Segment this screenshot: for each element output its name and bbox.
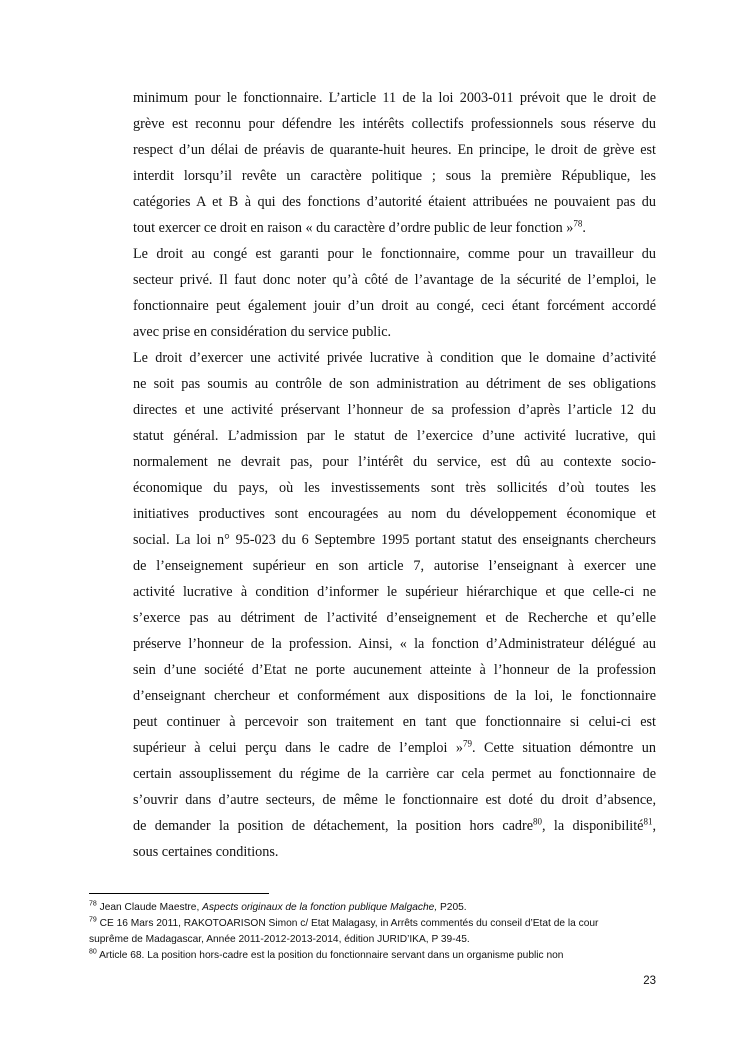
- footnote-text: Jean Claude Maestre,: [96, 902, 203, 913]
- text-span: de demander la position de détachement, la position hors cadre: [133, 818, 534, 834]
- footnote-text: Article 68. La position hors-cadre est la position du fonctionnaire servant dans un organisme public non: [96, 950, 564, 961]
- text-line: interdit lorsqu’il revête un caractère politique ; sous la première République, les: [133, 168, 656, 184]
- text-line: s’ouvrir dans d’autre secteurs, de même le fonctionnaire est doté du droit d’absence,: [133, 792, 656, 808]
- text-line: normalement ne devrait pas, pour l’intérêt du service, est dû au contexte socio-: [133, 454, 656, 470]
- text-line: s’exerce pas au détriment de l’activité d’enseignement et de Recherche et qu’elle: [133, 610, 656, 626]
- text-line: statut général. L’admission par le statut de l’exercice d’une activité lucrative, qui: [133, 428, 656, 444]
- footnote-number: 80: [89, 948, 97, 956]
- footnote-number: 78: [89, 900, 97, 908]
- footnote-ref-79[interactable]: 79: [462, 738, 472, 749]
- text-line: minimum pour le fonctionnaire. L’article 11 de la loi 2003-011 prévoit que le droit de: [133, 90, 656, 106]
- text-span: . Cette situation démontre un: [471, 740, 656, 756]
- text-line: certain assouplissement du régime de la carrière car cela permet au fonctionnaire de: [133, 766, 656, 782]
- footnotes: [89, 900, 689, 964]
- text-line: [133, 215, 656, 241]
- text-line: respect d’un délai de préavis de quarante-huit heures. En principe, le droit de grève est: [133, 142, 656, 158]
- footnote-title: Aspects originaux de la fonction publique Malgache,: [202, 902, 438, 913]
- text-line: [133, 813, 656, 839]
- footnote-80: [89, 948, 689, 964]
- text-line: grève est reconnu pour défendre les intérêts collectifs professionnels sous réserve du: [133, 116, 656, 132]
- text-line: Le droit au congé est garanti pour le fonctionnaire, comme pour un travailleur du: [133, 246, 656, 262]
- text-line: préserve l’honneur de la profession. Ainsi, « la fonction d’Administrateur délégué au: [133, 636, 656, 652]
- page-number: 23: [643, 975, 656, 987]
- text-line: peut continuer à percevoir son traitement en tant que fonctionnaire si celui-ci est: [133, 714, 656, 730]
- text-line: directes et une activité préservant l’honneur de sa profession d’après l’article 12 du: [133, 402, 656, 418]
- text-line: d’enseignant chercheur et conformément aux dispositions de la loi, le fonctionnaire: [133, 688, 656, 704]
- text-line: fonctionnaire peut également jouir d’un droit au congé, ceci étant forcément accordé: [133, 298, 656, 314]
- footnote-78: [89, 900, 689, 916]
- footnote-text: P205.: [437, 902, 467, 913]
- text-line: [133, 735, 656, 761]
- text-line: secteur privé. Il faut donc noter qu’à côté de l’avantage de la sécurité de l’emploi, le: [133, 272, 656, 288]
- footnote-text: CE 16 Mars 2011, RAKOTOARISON Simon c/ Etat Malagasy, in Arrêts commentés du conseil d’Etat de la cour: [96, 918, 599, 929]
- text-span: , la disponibilité: [542, 818, 644, 834]
- text-line: initiatives productives sont encouragées au nom du développement économique et: [133, 506, 656, 522]
- footnote-79: [89, 916, 689, 932]
- text-line: social. La loi n° 95-023 du 6 Septembre 1995 portant statut des enseignants chercheurs: [133, 532, 656, 548]
- text-line: ne soit pas soumis au contrôle de son administration au détriment de ses obligations: [133, 376, 656, 392]
- footnote-79-continued: suprême de Madagascar, Année 2011-2012-2013-2014, édition JURID’IKA, P 39-45.: [89, 934, 470, 945]
- text-line: de l’enseignement supérieur en son article 7, autorise l’enseignant à exercer une: [133, 558, 656, 574]
- text-line: catégories A et B à qui des fonctions d’autorité étaient attribuées ne pouvaient pas du: [133, 194, 656, 210]
- footnote-ref-78[interactable]: 78: [573, 218, 583, 229]
- footnote-number: 79: [89, 916, 97, 924]
- text-span: ,: [652, 818, 656, 834]
- footnote-ref-81[interactable]: 81: [643, 816, 653, 827]
- footnote-ref-80[interactable]: 80: [533, 816, 543, 827]
- text-line: sein d’une société d’Etat ne porte aucunement atteinte à l’honneur de la profession: [133, 662, 656, 678]
- text-line: Le droit d’exercer une activité privée lucrative à condition que le domaine d’activité: [133, 350, 656, 366]
- text-span: tout exercer ce droit en raison « du caractère d’ordre public de leur fonction »: [133, 220, 574, 236]
- text-span: .: [582, 220, 586, 236]
- text-line: avec prise en considération du service public.: [133, 324, 392, 340]
- text-span: supérieur à celui perçu dans le cadre de l’emploi »: [133, 740, 463, 756]
- text-line: activité lucrative à condition d’informer le supérieur hiérarchique et que celle-ci ne: [133, 584, 656, 600]
- text-line: économique du pays, où les investissements sont très sollicités d’où toutes les: [133, 480, 656, 496]
- text-line: sous certaines conditions.: [133, 844, 279, 860]
- body-text: [133, 85, 656, 865]
- footnote-separator: [89, 893, 269, 894]
